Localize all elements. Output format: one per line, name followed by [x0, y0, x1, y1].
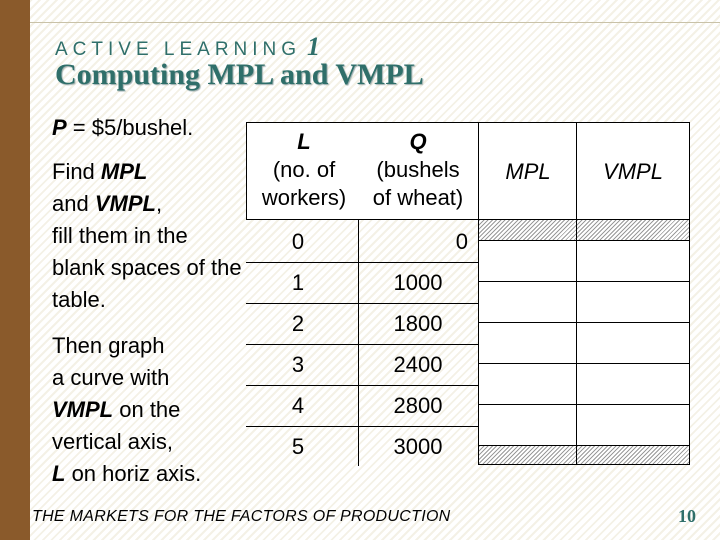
col-Q-line1: (bushels: [376, 157, 460, 182]
row-5-Q: 3000: [393, 434, 443, 459]
row-divider-3: [246, 344, 480, 345]
vmpl-cell-5[interactable]: [576, 404, 690, 446]
row-divider-4: [246, 385, 480, 386]
mpl-cell-2[interactable]: [478, 281, 578, 323]
col-Q-var: Q: [409, 129, 427, 154]
slide-title: Computing MPL and VMPL: [55, 58, 424, 91]
vmpl-cell-0: [576, 219, 690, 241]
page-number: 10: [678, 506, 696, 526]
price-text: = $5/bushel.: [66, 115, 194, 140]
row-3-L: 3: [291, 352, 305, 377]
vmpl-term: VMPL: [94, 191, 156, 216]
row-divider-2: [246, 303, 480, 304]
find-and: and: [52, 191, 95, 216]
mpl-cell-6: [478, 445, 578, 465]
graph-vmpl-term: VMPL: [52, 397, 114, 422]
graph-line-2: a curve with: [52, 365, 170, 390]
graph-line-5: on horiz axis.: [65, 461, 202, 486]
price-variable: P: [52, 115, 67, 140]
mpl-cell-1[interactable]: [478, 240, 578, 282]
row-divider-1: [246, 262, 480, 263]
find-instructions: [52, 156, 242, 316]
graph-line-3: on the: [113, 397, 181, 422]
mpl-cell-3[interactable]: [478, 322, 578, 364]
col-divider-L-Q: [358, 220, 359, 466]
col-VMPL-header: VMPL: [603, 159, 663, 184]
col-L-header: [248, 128, 360, 212]
find-prefix: Find: [52, 159, 101, 184]
col-Q-header: [360, 128, 476, 212]
vmpl-cell-2[interactable]: [576, 281, 690, 323]
row-0-Q: 0: [455, 229, 468, 254]
row-1-L: 1: [291, 270, 305, 295]
row-2-Q: 1800: [393, 311, 443, 336]
price-statement: [52, 112, 193, 144]
find-rest: fill them in the blank spaces of the table.: [52, 223, 242, 312]
row-5-L: 5: [291, 434, 305, 459]
vmpl-cell-6: [576, 445, 690, 465]
row-2-L: 2: [291, 311, 305, 336]
header-divider: [30, 22, 720, 23]
footer-text: THE MARKETS FOR THE FACTORS OF PRODUCTION: [32, 508, 451, 525]
section-label-text: ACTIVE LEARNING: [55, 39, 302, 60]
vmpl-cell-3[interactable]: [576, 322, 690, 364]
vmpl-cell-1[interactable]: [576, 240, 690, 282]
mpl-cell-0: [478, 219, 578, 241]
col-L-line2: workers): [261, 185, 347, 210]
col-L-line1: (no. of: [272, 157, 336, 182]
col-L-var: L: [297, 129, 311, 154]
row-1-Q: 1000: [393, 270, 443, 295]
col-MPL-header: MPL: [505, 159, 551, 184]
row-4-L: 4: [291, 393, 305, 418]
graph-instructions: [52, 330, 242, 490]
graph-l-term: L: [52, 461, 66, 486]
vmpl-cell-4[interactable]: [576, 363, 690, 405]
graph-line-1: Then graph: [52, 333, 165, 358]
row-4-Q: 2800: [393, 393, 443, 418]
find-comma: ,: [155, 191, 163, 216]
mpl-cell-5[interactable]: [478, 404, 578, 446]
row-3-Q: 2400: [393, 352, 443, 377]
row-divider-5: [246, 426, 480, 427]
graph-line-4: vertical axis,: [52, 429, 174, 454]
mpl-cell-4[interactable]: [478, 363, 578, 405]
col-Q-line2: of wheat): [372, 185, 464, 210]
row-0-L: 0: [291, 229, 305, 254]
mpl-term: MPL: [100, 159, 148, 184]
section-number: 1: [307, 32, 321, 61]
left-accent-bar: [0, 0, 30, 540]
